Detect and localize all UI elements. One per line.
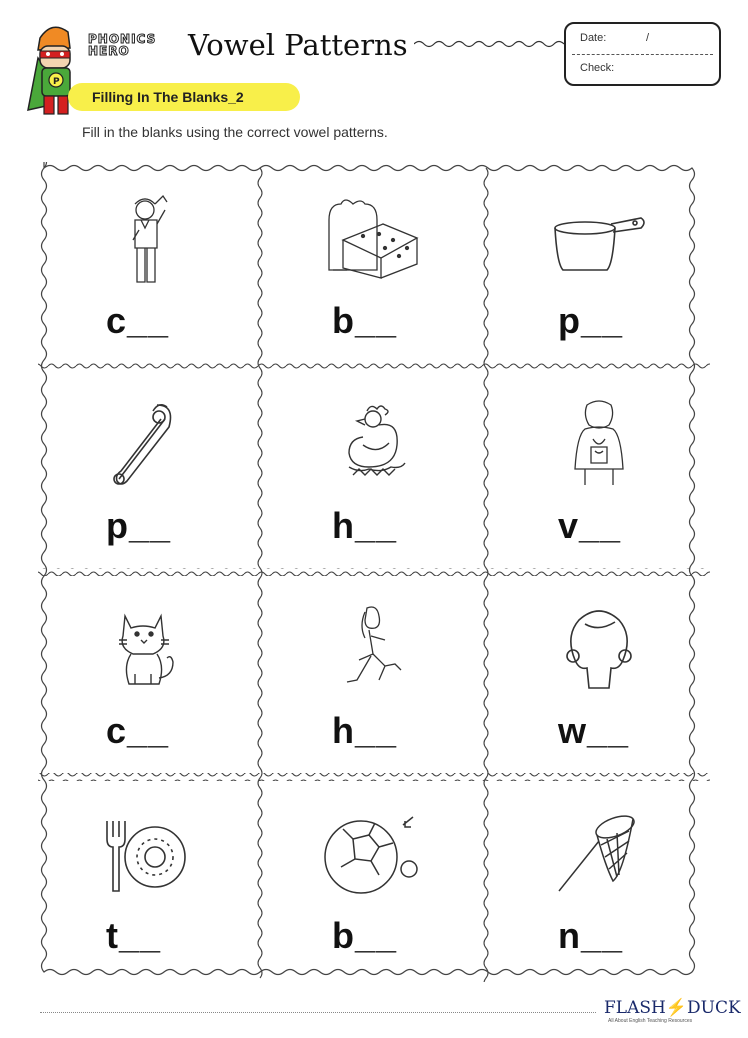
ball-icon [323, 805, 423, 905]
word-blank: p__ [558, 300, 624, 341]
word-blank: p__ [106, 505, 172, 546]
logo-text-left: FLASH [604, 998, 666, 1018]
hen-icon [323, 395, 423, 495]
title-wavy-line [414, 38, 564, 50]
vet-icon [549, 395, 649, 495]
safety-pin-icon [97, 395, 197, 495]
footer-dotted-line [40, 1012, 596, 1013]
net-icon [549, 805, 649, 905]
word-blank: t__ [106, 915, 162, 956]
word-blank: b__ [332, 300, 398, 341]
cell-2 [260, 162, 486, 367]
pot-icon [549, 190, 649, 290]
cell-1 [34, 162, 260, 367]
word-blank: b__ [332, 915, 398, 956]
word-blank: n__ [558, 915, 624, 956]
date-label: Date: [580, 32, 607, 44]
bed-icon [323, 190, 423, 290]
cell-11 [260, 777, 486, 982]
donut-fork-icon [97, 805, 197, 905]
instructions: Fill in the blanks using the correct vowel patterns. [82, 124, 388, 140]
word-blank: h__ [332, 505, 398, 546]
cell-10 [34, 777, 260, 982]
worksheet-subtitle: Filling In The Blanks_2 [92, 89, 244, 105]
worksheet-grid [34, 162, 714, 982]
brand-line-2: HERO [88, 44, 130, 58]
date-divider [572, 54, 713, 55]
word-blank: w__ [558, 710, 630, 751]
cat-icon [97, 600, 197, 700]
cell-5 [260, 367, 486, 572]
bolt-icon: ⚡ [665, 998, 688, 1018]
brand-line-1: PHONICS [88, 32, 157, 46]
flashduck-logo [604, 998, 741, 1018]
svg-text:P: P [53, 77, 60, 87]
cell-3 [486, 162, 712, 367]
cell-7 [34, 572, 260, 777]
cell-6 [486, 367, 712, 572]
logo-text-right: DUCK [687, 998, 741, 1018]
word-blank: c__ [106, 710, 170, 751]
logo-tagline: All About English Teaching Resources [608, 1018, 693, 1024]
word-blank: c__ [106, 300, 170, 341]
cell-4 [34, 367, 260, 572]
word-blank: v__ [558, 505, 622, 546]
cell-12 [486, 777, 712, 982]
cell-9 [486, 572, 712, 777]
cow-person-icon [97, 190, 197, 290]
date-slash: / [646, 32, 650, 44]
word-blank: h__ [332, 710, 398, 751]
cell-8 [260, 572, 486, 777]
page-title: Vowel Patterns [188, 28, 408, 62]
check-label: Check: [580, 62, 615, 74]
phonics-hero-logo-text [88, 33, 156, 57]
wig-icon [549, 600, 649, 700]
date-check-box [564, 22, 721, 86]
hop-girl-icon [323, 600, 423, 700]
